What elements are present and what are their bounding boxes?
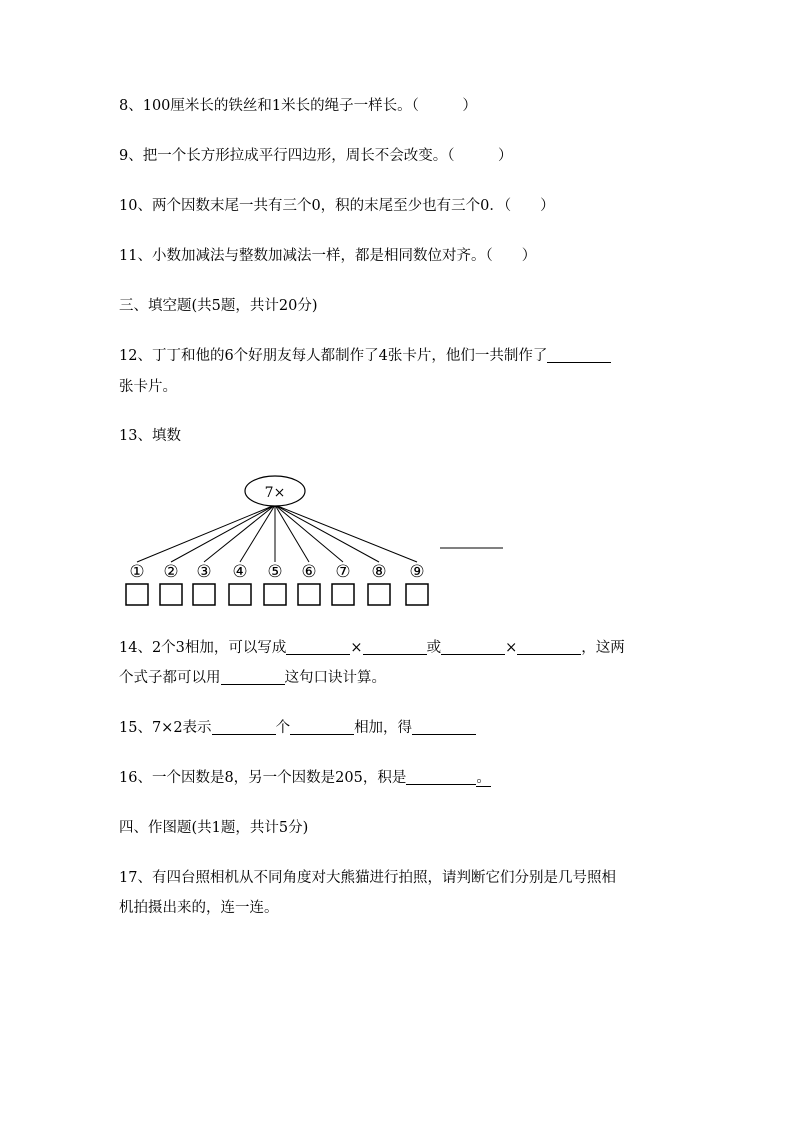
- or-text: 或: [426, 640, 442, 656]
- question-15: [119, 718, 476, 738]
- answer-blank[interactable]: [363, 638, 427, 655]
- times-sign: ×: [350, 640, 363, 656]
- answer-box[interactable]: [368, 584, 390, 605]
- answer-blank[interactable]: [286, 638, 350, 655]
- node-number: ①: [129, 562, 145, 582]
- question-11: 11、小数加减法与整数加减法一样，都是相同数位对齐。（ ）: [119, 248, 537, 264]
- tree-branch-line: [275, 505, 343, 562]
- tree-branch-line: [204, 505, 275, 562]
- question-14-line-1: [119, 638, 625, 658]
- times-sign: ×: [505, 640, 518, 656]
- question-13-title: 13、填数: [119, 428, 181, 444]
- node-number: ⑨: [409, 562, 425, 582]
- question-17-line-2: 机拍摄出来的，连一连。: [119, 900, 279, 916]
- center-label: 7×: [264, 485, 286, 501]
- question-14-text: 14、2个3相加，可以写成: [119, 640, 287, 656]
- question-15-text: 15、7×2表示: [119, 720, 212, 736]
- answer-blank[interactable]: [406, 768, 476, 785]
- answer-box[interactable]: [229, 584, 251, 605]
- question-15-text: 相加，得: [354, 720, 413, 736]
- question-16: [119, 768, 491, 788]
- tree-branch-line: [240, 505, 275, 562]
- question-16-text: 。: [476, 770, 491, 786]
- tree-branch-line: [275, 505, 417, 562]
- answer-box[interactable]: [332, 584, 354, 605]
- question-9: 9、把一个长方形拉成平行四边形，周长不会改变。（ ）: [119, 148, 513, 164]
- answer-box[interactable]: [126, 584, 148, 605]
- answer-box[interactable]: [264, 584, 286, 605]
- answer-blank[interactable]: [517, 638, 581, 655]
- answer-blank[interactable]: [412, 718, 476, 735]
- node-number: ④: [232, 562, 248, 582]
- section-3-title: 三、填空题(共5题，共计20分): [119, 298, 318, 314]
- answer-box[interactable]: [406, 584, 428, 605]
- node-number: ⑤: [267, 562, 283, 582]
- node-number: ⑦: [335, 562, 351, 582]
- question-10: 10、两个因数末尾一共有三个0，积的末尾至少也有三个0．（ ）: [119, 198, 555, 214]
- answer-blank[interactable]: [441, 638, 505, 655]
- node-number: ⑧: [371, 562, 387, 582]
- section-4-title: 四、作图题(共1题，共计5分): [119, 820, 309, 836]
- question-14-text: 这句口诀计算。: [284, 670, 386, 686]
- tree-branch-line: [171, 505, 275, 562]
- question-14-line-2: [119, 668, 386, 688]
- answer-blank[interactable]: [212, 718, 276, 735]
- tree-branch-line: [137, 505, 275, 562]
- question-14-text: ，这两: [581, 640, 625, 656]
- question-12-text: 12、丁丁和他的6个好朋友每人都制作了4张卡片，他们一共制作了: [119, 348, 548, 364]
- node-number: ③: [196, 562, 212, 582]
- tree-branch-line: [275, 505, 309, 562]
- question-12-line-2: 张卡片。: [119, 379, 177, 395]
- node-number: ②: [163, 562, 179, 582]
- node-number: ⑥: [301, 562, 317, 582]
- question-15-text: 个: [275, 720, 291, 736]
- answer-blank[interactable]: [290, 718, 354, 735]
- answer-box[interactable]: [193, 584, 215, 605]
- tree-branch-line: [275, 505, 379, 562]
- question-16-text: 16、一个因数是8，另一个因数是205，积是: [119, 770, 407, 786]
- answer-box[interactable]: [160, 584, 182, 605]
- question-8: 8、100厘米长的铁丝和1米长的绳子一样长。（ ）: [119, 98, 477, 114]
- answer-box[interactable]: [298, 584, 320, 605]
- answer-blank[interactable]: [221, 668, 285, 685]
- question-17-line-1: 17、有四台照相机从不同角度对大熊猫进行拍照，请判断它们分别是几号照相: [119, 870, 616, 886]
- question-14-text: 个式子都可以用: [119, 670, 221, 686]
